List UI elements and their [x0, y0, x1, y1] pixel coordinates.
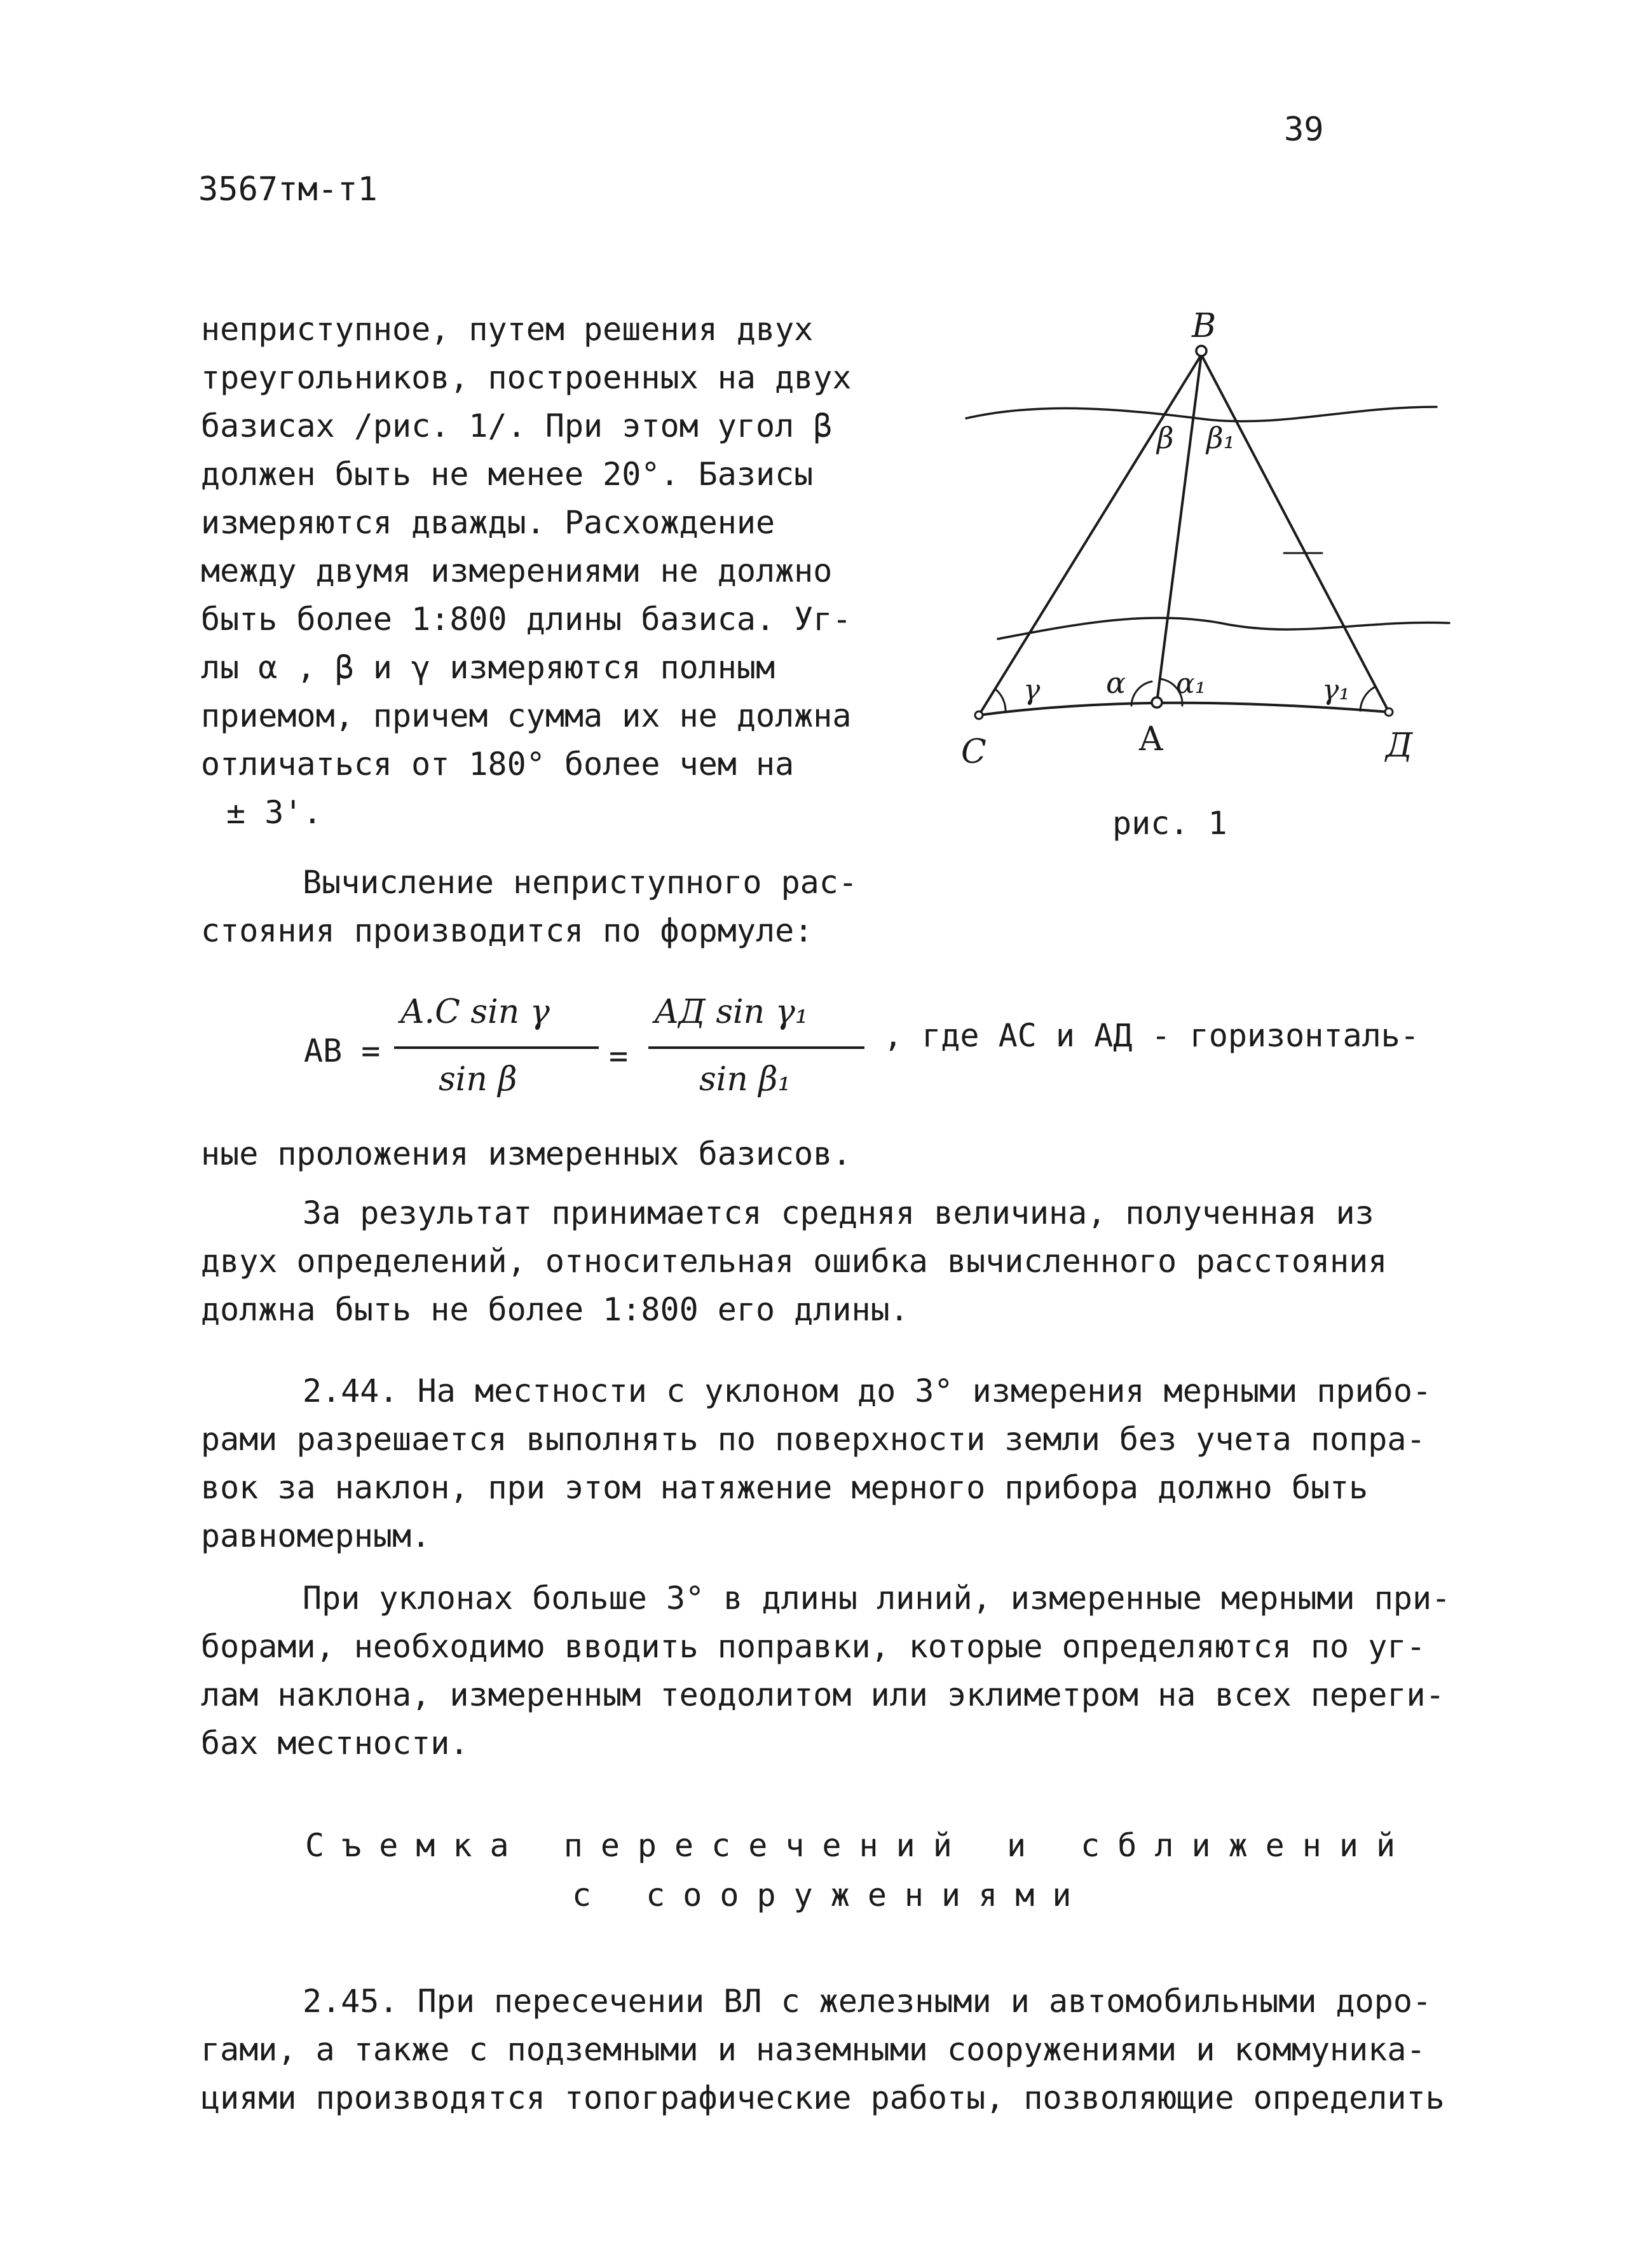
- formula-denominator-2: sin β₁: [699, 1060, 791, 1099]
- triangulation-figure: [941, 292, 1462, 852]
- side-ab: [1157, 355, 1201, 702]
- text-line: лам наклона, измеренным теодолитом или эклиметром на всех переги-: [201, 1676, 1445, 1713]
- label-beta: β: [1157, 421, 1174, 455]
- section-heading-line2: с сооружениями: [572, 1877, 1089, 1914]
- label-gamma1: γ₁: [1322, 674, 1350, 706]
- text-line: лы α , β и γ измеряются полным: [201, 649, 775, 686]
- formula-numerator-2: AД sin γ₁: [655, 993, 809, 1031]
- text-line: стояния производится по формуле:: [201, 912, 814, 949]
- angle-gamma-arc: [995, 689, 1006, 712]
- text-line: неприступное, путем решения двух: [201, 311, 814, 348]
- text-line: вок за наклон, при этом натяжение мерного прибора должно быть: [201, 1469, 1369, 1506]
- formula-denominator-1: sin β: [439, 1060, 517, 1099]
- formula-numerator-1: A.C sin γ: [400, 993, 550, 1031]
- label-gamma: γ: [1023, 674, 1041, 706]
- left-paragraph: [201, 305, 875, 837]
- result-paragraph: [201, 1189, 1472, 1334]
- text-line: отличаться от 180° более чем на: [201, 746, 795, 783]
- section-2-44: [201, 1367, 1472, 1560]
- document-code: 3567тм-т1: [198, 170, 378, 209]
- slope-paragraph: [201, 1574, 1472, 1767]
- section-2-45: [201, 1977, 1478, 2122]
- text-line: рами разрешается выполнять по поверхности земли без учета попра-: [201, 1421, 1426, 1458]
- label-c: C: [961, 733, 986, 771]
- river-bank-upper: [966, 407, 1437, 421]
- text-line: равномерным.: [201, 1517, 431, 1554]
- point-d-marker: [1385, 708, 1393, 716]
- river-bank-lower: [998, 618, 1449, 639]
- point-b-marker: [1196, 346, 1206, 356]
- label-d: Д: [1386, 727, 1413, 765]
- label-a: A: [1139, 720, 1163, 758]
- point-a-marker: [1152, 697, 1162, 708]
- text-line: Вычисление неприступного рас-: [303, 864, 857, 901]
- fraction-bar-1: [394, 1046, 599, 1049]
- label-beta1: β₁: [1206, 421, 1236, 455]
- text-line: треугольников, построенных на двух: [201, 359, 852, 396]
- text-line: ± 3'.: [226, 794, 322, 831]
- text-line: должна быть не более 1:800 его длины.: [201, 1291, 909, 1328]
- side-db: [1201, 355, 1389, 712]
- label-alpha1: α₁: [1176, 668, 1206, 700]
- formula-equals: =: [609, 1037, 629, 1074]
- text-line: быть более 1:800 длины базиса. Уг-: [201, 601, 852, 638]
- formula-lhs: AB =: [304, 1032, 381, 1069]
- formula-tail: , где АС и АД - горизонталь-: [884, 1017, 1419, 1054]
- text-line: 2.45. При пересечении ВЛ с железными и автомобильными доро-: [303, 1983, 1432, 2020]
- text-line: базисах /рис. 1/. При этом угол β: [201, 407, 833, 444]
- formula-continuation: ные проложения измеренных базисов.: [201, 1135, 852, 1172]
- formula-intro: [201, 858, 900, 955]
- point-c-marker: [975, 711, 983, 719]
- text-line: циями производятся топографические работы, позволяющие определить: [201, 2079, 1445, 2116]
- label-b: B: [1192, 307, 1217, 345]
- page-number: 39: [1284, 111, 1324, 149]
- fraction-bar-2: [648, 1046, 864, 1049]
- section-heading-line1: Съемка пересечений и сближений: [305, 1827, 1414, 1864]
- text-line: При уклонах больше 3° в длины линий, измеренные мерными при-: [303, 1580, 1451, 1617]
- text-line: 2.44. На местности с уклоном до 3° измерения мерными прибо-: [303, 1373, 1432, 1409]
- text-line: двух определений, относительная ошибка вычисленного расстояния: [201, 1243, 1388, 1280]
- label-alpha: α: [1106, 666, 1126, 700]
- text-line: должен быть не менее 20°. Базисы: [201, 456, 814, 493]
- angle-gamma1-arc: [1360, 687, 1376, 711]
- figure-caption: рис. 1: [1112, 805, 1227, 842]
- text-line: приемом, причем сумма их не должна: [201, 697, 852, 734]
- text-line: гами, а также с подземными и наземными сооружениями и коммуника-: [201, 2031, 1426, 2068]
- text-line: бах местности.: [201, 1725, 469, 1762]
- text-line: борами, необходимо вводить поправки, которые определяются по уг-: [201, 1628, 1426, 1665]
- text-line: измеряются дважды. Расхождение: [201, 504, 775, 541]
- text-line: За результат принимается средняя величина, полученная из: [303, 1195, 1374, 1231]
- text-line: между двумя измерениями не должно: [201, 552, 833, 589]
